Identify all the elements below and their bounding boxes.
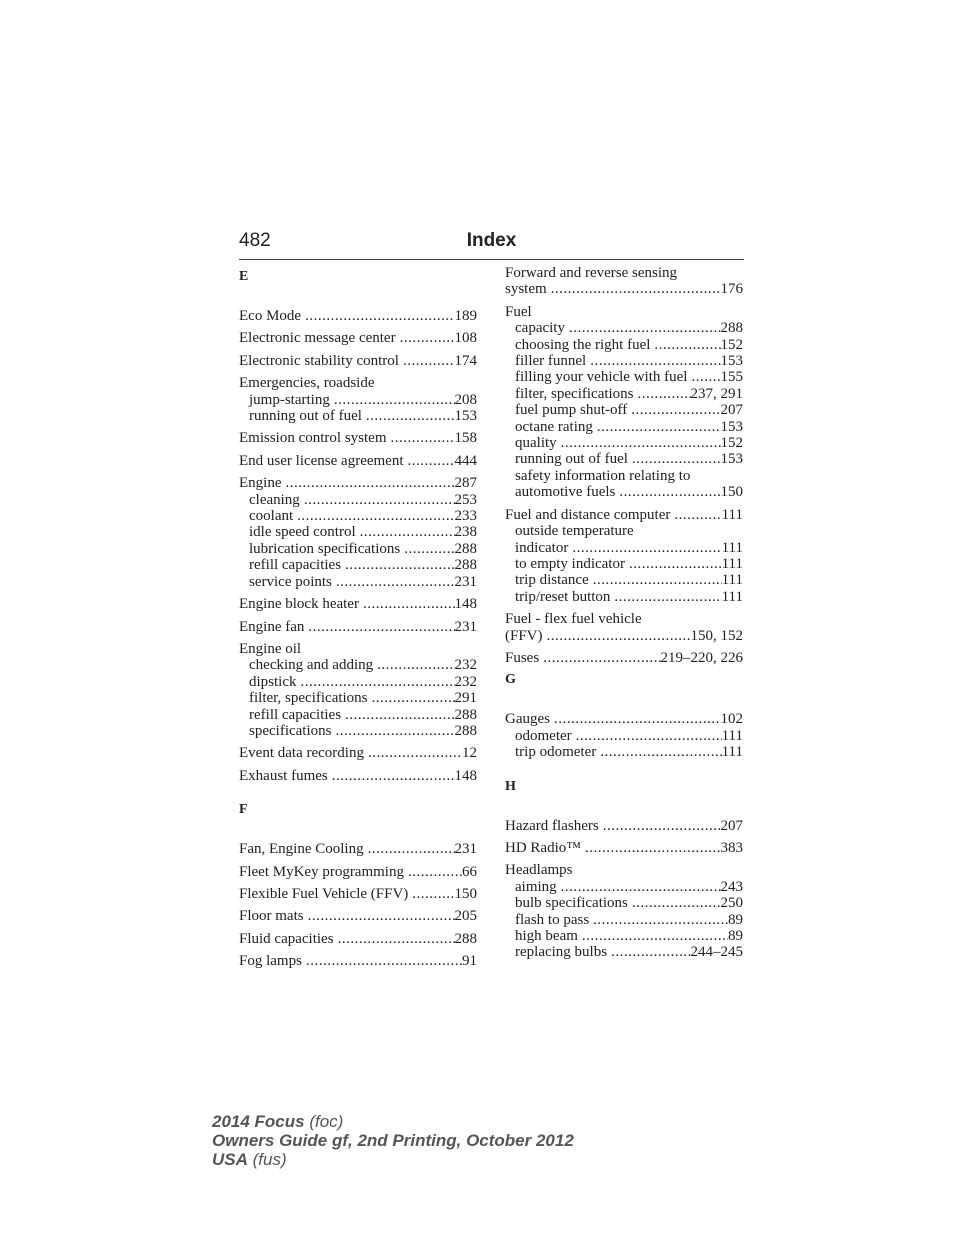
dot-leader (308, 908, 455, 924)
entry-text: HD Radio™ (505, 839, 581, 856)
page-ref: 238 (454, 524, 477, 541)
page-ref: 148 (454, 596, 477, 613)
page-ref: 288 (454, 540, 477, 557)
page-ref: 111 (721, 744, 743, 761)
index-subentry (239, 541, 477, 557)
page-ref: 232 (454, 673, 477, 690)
page-number: 482 (239, 230, 271, 251)
entry-text: Fog lamps (239, 953, 302, 970)
entry-text: quality (515, 435, 557, 452)
entry-text: Electronic message center (239, 330, 396, 347)
entry-text: filling your vehicle with fuel (515, 369, 688, 386)
dot-leader (408, 453, 455, 469)
dot-leader (631, 402, 720, 418)
index-subentry (239, 508, 477, 524)
index-column-left (239, 265, 477, 976)
dot-leader (582, 928, 728, 944)
dot-leader (603, 818, 721, 834)
page-ref: 231 (454, 618, 477, 635)
entry-text: octane rating (515, 418, 593, 435)
entry-text: running out of fuel (249, 408, 362, 425)
dot-leader (363, 596, 455, 612)
index-term (239, 619, 477, 635)
entry-text: choosing the right fuel (515, 336, 651, 353)
page-ref: 219–220, 226 (660, 649, 743, 666)
page-ref: 174 (454, 352, 477, 369)
dot-leader (590, 353, 720, 369)
dot-leader (572, 540, 721, 556)
page-ref: 207 (720, 402, 743, 419)
entry-text: Event data recording (239, 745, 364, 762)
dot-leader (691, 369, 720, 385)
entry-text: Hazard flashers (505, 817, 599, 834)
index-subentry (505, 484, 743, 500)
header-rule (239, 259, 744, 260)
page-ref: 291 (454, 690, 477, 707)
entry-text: checking and adding (249, 657, 374, 674)
dot-leader (366, 408, 455, 424)
page-header (239, 228, 744, 259)
page-ref: 89 (728, 928, 743, 944)
page-ref: 207 (720, 817, 743, 834)
dot-leader (614, 589, 721, 605)
entry-text: replacing bulbs (515, 944, 608, 961)
dot-leader (569, 320, 721, 336)
entry-text: fuel pump shut-off (515, 402, 628, 419)
dot-leader (674, 507, 721, 523)
index-term (239, 596, 477, 612)
page-ref: 288 (454, 930, 477, 947)
dot-leader (360, 524, 455, 540)
index-term (239, 430, 477, 446)
index-term (239, 330, 477, 346)
index-entry (505, 862, 743, 960)
dot-leader (306, 953, 462, 969)
index-subentry (505, 337, 743, 353)
index-subentry (239, 392, 477, 408)
index-subentry (239, 723, 477, 739)
index-term (505, 265, 743, 281)
dot-leader (593, 572, 722, 588)
entry-text: Emission control system (239, 430, 387, 447)
dot-leader (338, 931, 455, 947)
dot-leader (286, 475, 455, 491)
dot-leader (336, 574, 455, 590)
entry-text: filter, specifications (515, 385, 634, 402)
index-entry (239, 931, 477, 947)
index-subentry (505, 468, 743, 484)
index-subentry (505, 435, 743, 451)
dot-leader (345, 707, 454, 723)
page-ref: 288 (720, 320, 743, 337)
page-ref: 111 (721, 506, 743, 523)
index-subentry (505, 895, 743, 911)
index-entry (239, 330, 477, 346)
entry-text: Fuel (505, 303, 532, 320)
entry-text: Fuel and distance computer (505, 506, 671, 523)
section-letter: H (505, 778, 516, 794)
entry-text: Fan, Engine Cooling (239, 841, 364, 858)
page-ref: 253 (454, 491, 477, 508)
index-entry (239, 864, 477, 880)
dot-leader (629, 556, 722, 572)
entry-text: trip/reset button (515, 588, 611, 605)
page-ref: 153 (720, 418, 743, 435)
dot-leader (654, 337, 720, 353)
page-ref: 148 (454, 767, 477, 784)
index-term (239, 375, 477, 391)
index-entry (239, 886, 477, 902)
dot-leader (543, 650, 660, 666)
dot-leader (391, 430, 455, 446)
page-ref: 250 (720, 895, 743, 912)
index-subentry (239, 690, 477, 706)
page-ref: 288 (454, 722, 477, 739)
dot-leader (585, 840, 721, 856)
dot-leader (597, 419, 721, 435)
index-term (505, 862, 743, 878)
index-entry (505, 611, 743, 644)
dot-leader (377, 657, 454, 673)
page-ref: 208 (454, 391, 477, 408)
section-letter: E (239, 269, 249, 284)
page-ref: 155 (720, 369, 743, 386)
index-term (239, 908, 477, 924)
entry-text: refill capacities (249, 557, 342, 574)
page-ref: 231 (454, 841, 477, 858)
page-ref: 12 (462, 745, 477, 762)
index-subentry (239, 408, 477, 424)
index-entry (505, 304, 743, 501)
entry-text: Fluid capacities (239, 930, 334, 947)
entry-text: Fleet MyKey programming (239, 863, 404, 880)
index-term (239, 768, 477, 784)
page-ref: 150 (454, 885, 477, 902)
index-term (239, 745, 477, 761)
dot-leader (335, 723, 454, 739)
index-term (239, 953, 477, 969)
index-entry (239, 308, 477, 324)
dot-leader (576, 728, 722, 744)
page-footer (212, 1112, 574, 1169)
entry-text: aiming (515, 878, 557, 895)
page-ref: 158 (454, 430, 477, 447)
entry-text: Forward and reverse sensing (505, 265, 678, 281)
index-entry (239, 353, 477, 369)
page-ref: 108 (454, 330, 477, 347)
entry-text: lubrication specifications (249, 540, 401, 557)
page-ref: 150, 152 (690, 627, 743, 644)
index-subentry (505, 556, 743, 572)
page-ref: 231 (454, 573, 477, 590)
dot-leader (593, 912, 728, 928)
page-title: Index (466, 230, 517, 251)
index-entry (505, 711, 743, 760)
index-subentry (239, 574, 477, 590)
entry-text: running out of fuel (515, 451, 628, 468)
page-ref: 153 (720, 353, 743, 370)
index-entry (239, 619, 477, 635)
page-ref: 111 (721, 539, 743, 556)
entry-text: cleaning (249, 491, 300, 508)
entry-text: trip odometer (515, 744, 597, 761)
entry-text: Flexible Fuel Vehicle (FFV) (239, 885, 409, 902)
dot-leader (305, 308, 454, 324)
index-term (505, 711, 743, 727)
dot-leader (297, 508, 454, 524)
page-ref: 153 (720, 451, 743, 468)
entry-text: odometer (515, 727, 572, 744)
index-subentry (505, 944, 743, 960)
page-ref: 176 (720, 281, 743, 298)
index-subentry (505, 451, 743, 467)
index-term (239, 308, 477, 324)
index-entry (239, 908, 477, 924)
index-subentry (505, 320, 743, 336)
entry-text: safety information relating to (515, 467, 691, 484)
index-entry (239, 375, 477, 424)
index-subentry (505, 402, 743, 418)
dot-leader (400, 330, 455, 346)
page-ref: 111 (721, 588, 743, 605)
index-subentry (239, 674, 477, 690)
page-ref: 205 (454, 908, 477, 925)
dot-leader (561, 879, 721, 895)
entry-text: End user license agreement (239, 452, 404, 469)
page-ref: 89 (728, 911, 743, 928)
footer-model-code: (foc) (304, 1112, 344, 1131)
index-term (505, 628, 743, 644)
page-ref: 237, 291 (690, 385, 743, 402)
page-ref: 287 (454, 475, 477, 492)
dot-leader (611, 944, 690, 960)
index-term (239, 641, 477, 657)
page-ref: 152 (720, 336, 743, 353)
entry-text: Eco Mode (239, 308, 302, 324)
index-term (239, 841, 477, 857)
page-ref: 150 (720, 484, 743, 501)
index-entry (239, 768, 477, 784)
entry-text: Emergencies, roadside (239, 375, 375, 392)
index-subentry (505, 369, 743, 385)
entry-text: indicator (515, 539, 569, 556)
entry-text: flash to pass (515, 911, 590, 928)
index-subentry (505, 540, 743, 556)
index-term (239, 931, 477, 947)
index-entry (505, 650, 743, 666)
dot-leader (547, 628, 691, 644)
entry-text: Gauges (505, 711, 550, 728)
dot-leader (638, 386, 691, 402)
index-subentry (239, 657, 477, 673)
page-ref: 66 (462, 863, 477, 880)
index-subentry (505, 353, 743, 369)
dot-leader (554, 711, 721, 727)
dot-leader (304, 492, 455, 508)
footer-region: USA (212, 1150, 248, 1169)
page-ref: 244–245 (690, 944, 743, 961)
dot-leader (372, 690, 455, 706)
index-subentry (505, 744, 743, 760)
footer-region-code: (fus) (247, 1150, 287, 1169)
index-term (239, 886, 477, 902)
dot-leader (308, 619, 454, 635)
page-ref: 232 (454, 657, 477, 674)
dot-leader (408, 864, 462, 880)
entry-text: Exhaust fumes (239, 767, 328, 784)
page-ref: 288 (454, 706, 477, 723)
page-ref: 233 (454, 508, 477, 525)
entry-text: idle speed control (249, 524, 356, 541)
index-entry (239, 596, 477, 612)
entry-text: to empty indicator (515, 555, 625, 572)
dot-leader (600, 744, 721, 760)
entry-text: Engine (239, 475, 282, 492)
index-subentry (505, 419, 743, 435)
index-subentry (239, 707, 477, 723)
index-entry (239, 841, 477, 857)
dot-leader (403, 353, 455, 369)
dot-leader (404, 541, 454, 557)
dot-leader (561, 435, 721, 451)
index-subentry (239, 557, 477, 573)
entry-text: dipstick (249, 673, 297, 690)
entry-text: specifications (249, 722, 332, 739)
index-entry (239, 475, 477, 590)
index-subentry (505, 572, 743, 588)
index-entry (239, 641, 477, 739)
index-entry (239, 953, 477, 969)
entry-text: outside temperature (515, 523, 634, 540)
entry-text: capacity (515, 320, 565, 337)
entry-text: Headlamps (505, 862, 573, 879)
dot-leader (619, 484, 720, 500)
entry-text: filler funnel (515, 353, 587, 370)
index-term (505, 611, 743, 627)
dot-leader (551, 281, 721, 297)
entry-text: automotive fuels (515, 484, 616, 501)
index-term (505, 507, 743, 523)
index-term (239, 475, 477, 491)
footer-line-model (212, 1112, 574, 1131)
dot-leader (334, 392, 455, 408)
entry-text: refill capacities (249, 706, 342, 723)
index-subentry (505, 728, 743, 744)
dot-leader (632, 895, 721, 911)
index-subentry (505, 879, 743, 895)
index-term (239, 353, 477, 369)
index-column-right (505, 265, 743, 967)
index-entry (505, 265, 743, 298)
page-ref: 102 (720, 711, 743, 728)
entry-text: Engine fan (239, 618, 305, 635)
page-ref: 111 (721, 572, 743, 589)
page-ref: 243 (720, 878, 743, 895)
dot-leader (332, 768, 455, 784)
footer-model: 2014 Focus (212, 1112, 305, 1131)
index-entry (505, 840, 743, 856)
entry-text: Engine oil (239, 640, 302, 657)
footer-line-guide (212, 1131, 574, 1150)
page-ref: 288 (454, 557, 477, 574)
entry-text: Fuses (505, 649, 540, 666)
index-subentry (239, 492, 477, 508)
entry-text: Electronic stability control (239, 352, 399, 369)
index-term (505, 304, 743, 320)
entry-text: bulb specifications (515, 895, 628, 912)
index-subentry (239, 524, 477, 540)
index-term (505, 840, 743, 856)
page-ref: 111 (721, 727, 743, 744)
entry-text: Fuel - flex fuel vehicle (505, 611, 642, 628)
entry-text: coolant (249, 508, 294, 525)
dot-leader (632, 451, 721, 467)
index-term (239, 864, 477, 880)
entry-text: jump-starting (249, 391, 330, 408)
entry-text: high beam (515, 928, 578, 944)
entry-text: filter, specifications (249, 690, 368, 707)
dot-leader (345, 557, 454, 573)
index-subentry (505, 928, 743, 944)
dot-leader (368, 841, 455, 857)
entry-text: system (505, 281, 547, 298)
page-ref: 153 (454, 408, 477, 425)
page-ref: 111 (721, 555, 743, 572)
dot-leader (301, 674, 455, 690)
index-term (239, 453, 477, 469)
entry-text: Floor mats (239, 908, 304, 925)
entry-text: Engine block heater (239, 596, 359, 613)
index-subentry (505, 386, 743, 402)
index-entry (239, 745, 477, 761)
page-ref: 444 (454, 452, 477, 469)
page-ref: 383 (720, 839, 743, 856)
index-term (505, 818, 743, 834)
section-letter: F (239, 802, 248, 818)
page-ref: 91 (462, 953, 477, 970)
page-ref: 152 (720, 435, 743, 452)
index-subentry (505, 912, 743, 928)
index-entry (505, 818, 743, 834)
dot-leader (412, 886, 454, 902)
index-term (505, 650, 743, 666)
index-subentry (505, 523, 743, 539)
index-entry (239, 453, 477, 469)
entry-text: (FFV) (505, 627, 543, 644)
footer-guide: Owners Guide gf, 2nd Printing, October 2012 (212, 1131, 574, 1150)
section-letter: G (505, 672, 516, 688)
dot-leader (368, 745, 462, 761)
index-subentry (505, 589, 743, 605)
entry-text: trip distance (515, 572, 589, 589)
index-entry (505, 507, 743, 605)
footer-line-region (212, 1150, 574, 1169)
index-term (505, 281, 743, 297)
index-entry (239, 430, 477, 446)
page-ref: 189 (454, 308, 477, 324)
entry-text: service points (249, 573, 332, 590)
